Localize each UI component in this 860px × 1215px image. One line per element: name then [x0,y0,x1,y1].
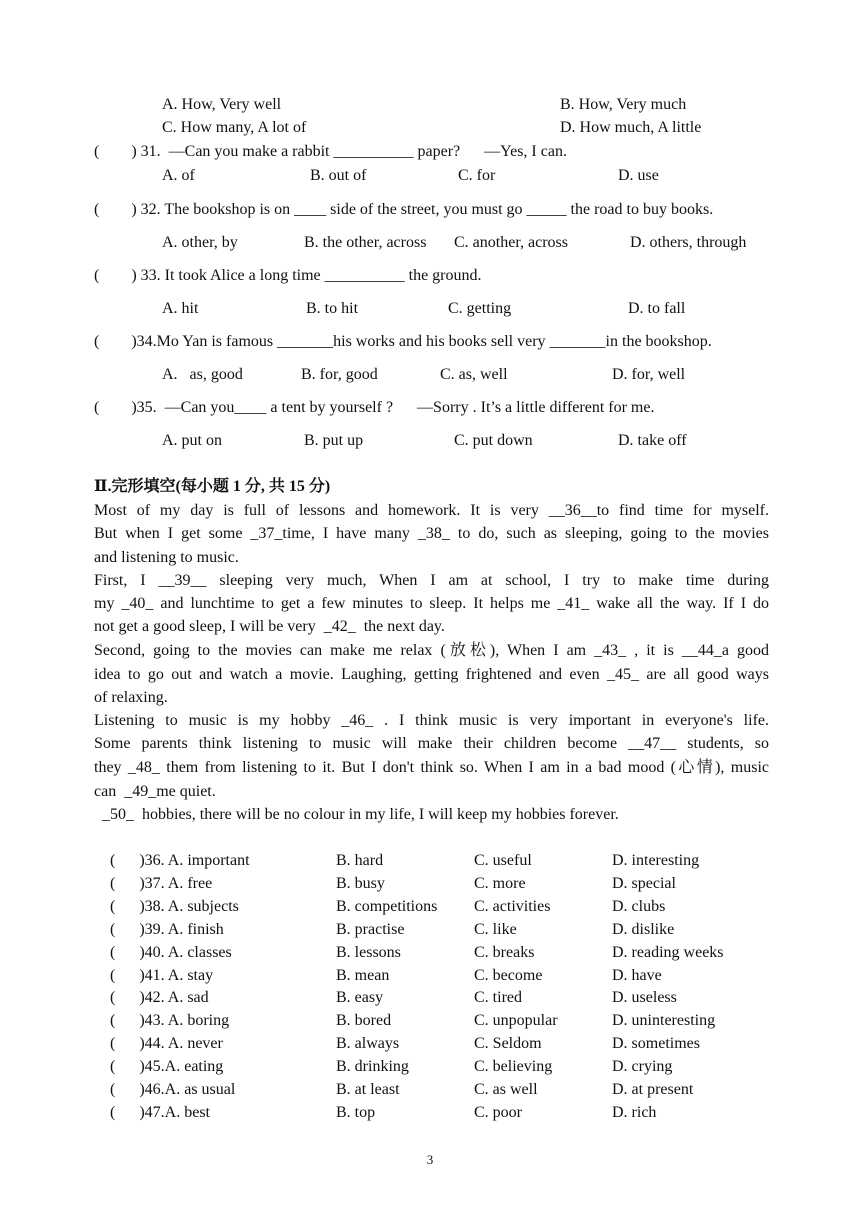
question-32-stem: ( ) 32. The bookshop is on ____ side of the street, you must go _____ the road to buy books. [94,201,714,218]
page-number: 3 [426,1152,434,1167]
question-32-option-d: D. others, through [630,234,747,251]
cloze-row-40-d: D. reading weeks [612,944,724,961]
cloze-row-47-a: ( )47.A. best [110,1104,210,1121]
question-31-option-c: C. for [458,167,496,184]
question-34-option-d: D. for, well [612,366,686,383]
cloze-row-41-d: D. have [612,967,662,984]
question-33-option-a: A. hit [162,300,199,317]
passage-line: _50_ hobbies, there will be no colour in my life, I will keep my hobbies forever. [94,806,619,823]
cloze-row-44-a: ( )44. A. never [110,1035,223,1052]
cloze-row-44-b: B. always [336,1035,400,1052]
cloze-row-47-c: C. poor [474,1104,522,1121]
passage-line: and listening to music. [94,549,239,566]
cloze-row-40-a: ( )40. A. classes [110,944,232,961]
passage-line: Second, going to the movies can make me relax (放松), When I am _43_ , it is __44_a good [94,642,769,659]
cloze-row-38-d: D. clubs [612,898,666,915]
cloze-row-45-d: D. crying [612,1058,673,1075]
cloze-row-39-b: B. practise [336,921,405,938]
q30-option-b: B. How, Very much [560,96,687,113]
cloze-row-37-a: ( )37. A. free [110,875,213,892]
cloze-row-40-c: C. breaks [474,944,535,961]
cloze-row-43-a: ( )43. A. boring [110,1012,230,1029]
cloze-row-47-d: D. rich [612,1104,657,1121]
cloze-row-46-b: B. at least [336,1081,400,1098]
cloze-row-38-b: B. competitions [336,898,438,915]
question-31-option-d: D. use [618,167,659,184]
section-heading: Ⅱ.完形填空(每小题 1 分, 共 15 分) [94,478,331,495]
question-35-stem: ( )35. —Can you____ a tent by yourself ? —Sorry . It’s a little different for me. [94,399,655,416]
cloze-row-39-d: D. dislike [612,921,675,938]
cloze-row-36-d: D. interesting [612,852,700,869]
cloze-row-46-d: D. at present [612,1081,694,1098]
cloze-row-45-a: ( )45.A. eating [110,1058,224,1075]
cloze-row-42-c: C. tired [474,989,522,1006]
cloze-row-44-d: D. sometimes [612,1035,700,1052]
passage-line: Some parents think listening to music will make their children become __47__ students, so [94,735,769,752]
question-33-option-b: B. to hit [306,300,359,317]
q30-option-d: D. How much, A little [560,119,702,136]
passage-line: they _48_ them from listening to it. But I don't think so. When I am in a bad mood (心情), music [94,759,769,776]
question-32-option-a: A. other, by [162,234,238,251]
cloze-row-43-c: C. unpopular [474,1012,558,1029]
question-34-stem: ( )34.Mo Yan is famous _______his works and his books sell very _______in the bookshop. [94,333,712,350]
question-35-option-c: C. put down [454,432,533,449]
cloze-row-38-c: C. activities [474,898,551,915]
cloze-row-45-b: B. drinking [336,1058,409,1075]
cloze-row-45-c: C. believing [474,1058,553,1075]
cloze-row-39-c: C. like [474,921,517,938]
question-32-option-c: C. another, across [454,234,568,251]
cloze-row-41-c: C. become [474,967,543,984]
passage-line: Most of my day is full of lessons and homework. It is very __36__to find time for myself. [94,502,769,519]
question-35-option-b: B. put up [304,432,364,449]
question-33-stem: ( ) 33. It took Alice a long time __________ the ground. [94,267,482,284]
question-35-option-a: A. put on [162,432,222,449]
cloze-row-37-b: B. busy [336,875,385,892]
question-34-option-b: B. for, good [301,366,378,383]
q30-option-c: C. How many, A lot of [162,119,307,136]
passage-line: can _49_me quiet. [94,783,216,800]
cloze-row-42-a: ( )42. A. sad [110,989,209,1006]
cloze-row-39-a: ( )39. A. finish [110,921,224,938]
cloze-row-43-b: B. bored [336,1012,392,1029]
question-34-option-a: A. as, good [162,366,243,383]
passage-line: Listening to music is my hobby _46_ . I think music is very important in everyone's life. [94,712,769,729]
passage-line: idea to go out and watch a movie. Laughing, getting frightened and even _45_ are all good ways [94,666,769,683]
q30-option-a: A. How, Very well [162,96,282,113]
cloze-row-38-a: ( )38. A. subjects [110,898,239,915]
cloze-row-42-d: D. useless [612,989,677,1006]
cloze-row-36-a: ( )36. A. important [110,852,250,869]
cloze-row-36-c: C. useful [474,852,532,869]
cloze-row-37-c: C. more [474,875,526,892]
cloze-row-41-b: B. mean [336,967,390,984]
question-31-option-a: A. of [162,167,195,184]
question-35-option-d: D. take off [618,432,687,449]
cloze-row-46-a: ( )46.A. as usual [110,1081,236,1098]
cloze-row-36-b: B. hard [336,852,384,869]
cloze-row-44-c: C. Seldom [474,1035,542,1052]
passage-line: of relaxing. [94,689,168,706]
cloze-row-37-d: D. special [612,875,676,892]
cloze-row-47-b: B. top [336,1104,376,1121]
cloze-row-43-d: D. uninteresting [612,1012,716,1029]
cloze-row-42-b: B. easy [336,989,384,1006]
passage-line: not get a good sleep, I will be very _42_ the next day. [94,618,445,635]
cloze-row-46-c: C. as well [474,1081,538,1098]
question-33-option-c: C. getting [448,300,512,317]
question-32-option-b: B. the other, across [304,234,427,251]
question-31-stem: ( ) 31. —Can you make a rabbit __________ paper? —Yes, I can. [94,143,567,160]
question-34-option-c: C. as, well [440,366,508,383]
cloze-row-41-a: ( )41. A. stay [110,967,214,984]
cloze-row-40-b: B. lessons [336,944,401,961]
question-31-option-b: B. out of [310,167,367,184]
question-33-option-d: D. to fall [628,300,686,317]
passage-line: First, I __39__ sleeping very much, When I am at school, I try to make time during [94,572,769,589]
passage-line: But when I get some _37_time, I have many _38_ to do, such as sleeping, going to the movies [94,525,769,542]
passage-line: my _40_ and lunchtime to get a few minutes to sleep. It helps me _41_ wake all the way. If I do [94,595,769,612]
